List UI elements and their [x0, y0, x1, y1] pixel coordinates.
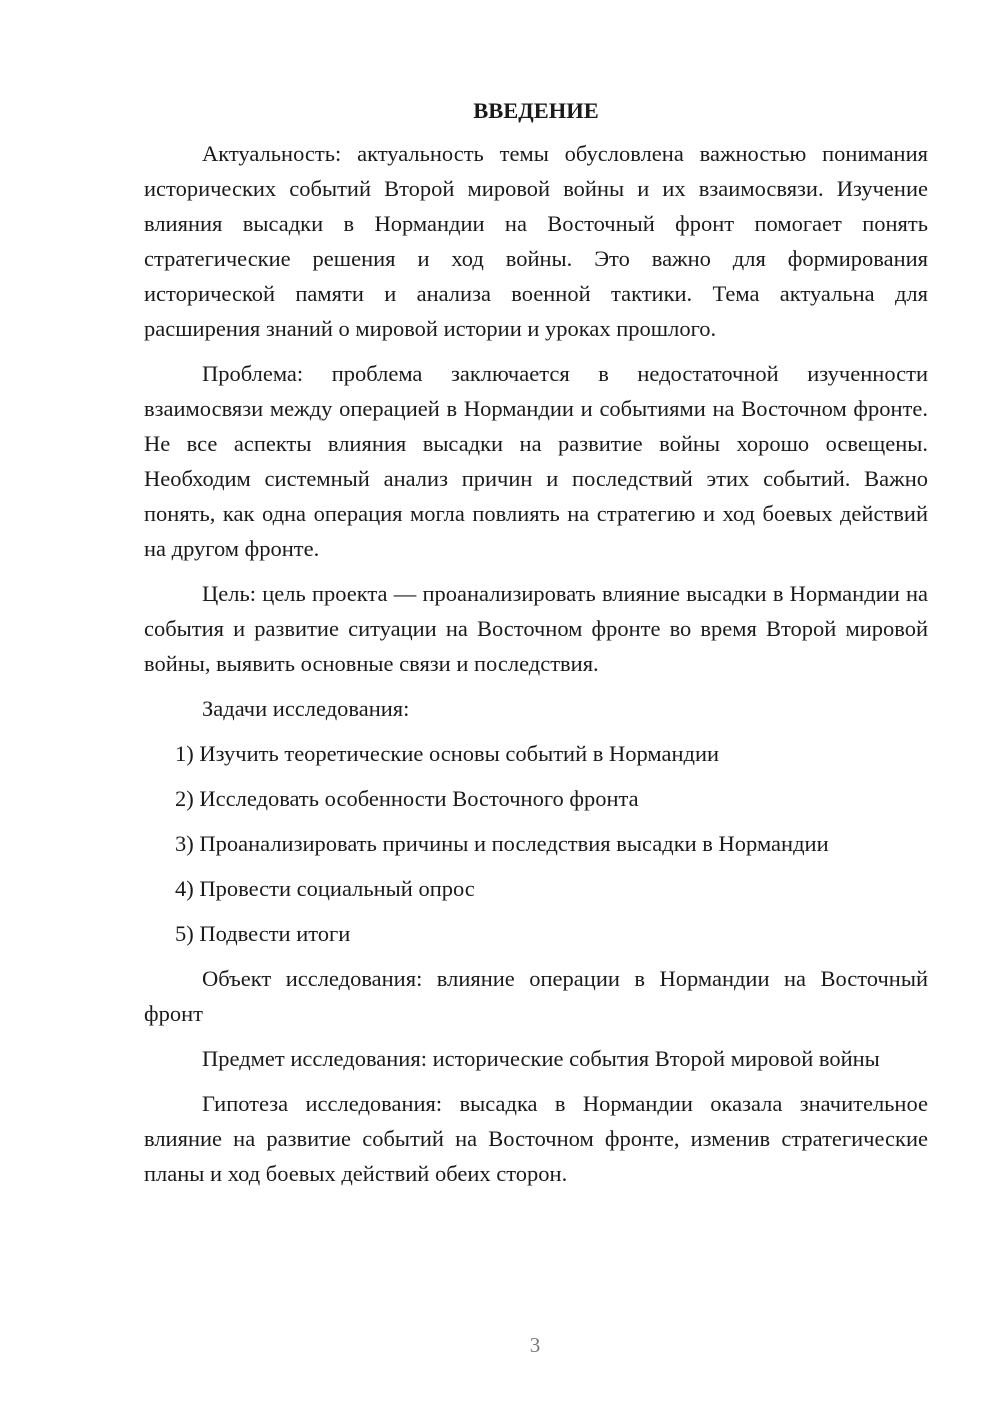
paragraph-subject: Предмет исследования: исторические события Второй мировой войны [202, 1046, 880, 1071]
list-item: 1) Изучить теоретические основы событий в Нормандии [175, 741, 720, 766]
paragraph-object: Объект исследования: влияние операции в Нормандии на Восточный фронт [144, 966, 928, 1026]
list-item: 4) Провести социальный опрос [175, 876, 475, 901]
list-item: 5) Подвести итоги [175, 921, 351, 946]
paragraph-relevance: Актуальность: актуальность темы обусловлена важностью понимания исторических событий Второй мировой войны и их взаимосвязи. Изучение влияния высадки в Нормандии на Восточный фронт помогает понять стратегические решения и ход войны. Это важно для формирования исторической памяти и анализа военной тактики. Тема актуальна для расширения знаний о мировой истории и уроках прошлого. [144, 141, 928, 341]
list-item: 3) Проанализировать причины и последствия высадки в Нормандии [175, 831, 829, 856]
page-number: 3 [529, 1333, 541, 1357]
document-body [144, 96, 928, 1201]
page-title: ВВЕДЕНИЕ [473, 98, 599, 123]
tasks-list [144, 736, 928, 951]
paragraph-hypothesis: Гипотеза исследования: высадка в Нормандии оказала значительное влияние на развитие событий на Восточном фронте, изменив стратегические планы и ход боевых действий обеих сторон. [144, 1091, 928, 1186]
paragraph-problem: Проблема: проблема заключается в недостаточной изученности взаимосвязи между операцией в Нормандии и событиями на Восточном фронте. Не все аспекты влияния высадки на развитие войны хорошо освещены. Необходим системный анализ причин и последствий этих событий. Важно понять, как одна операция могла повлиять на стратегию и ход боевых действий на другом фронте. [144, 361, 928, 561]
paragraph-goal: Цель: цель проекта — проанализировать влияние высадки в Нормандии на события и развитие ситуации на Восточном фронте во время Второй мировой войны, выявить основные связи и последствия. [144, 581, 928, 676]
list-item: 2) Исследовать особенности Восточного фронта [175, 786, 639, 811]
tasks-heading: Задачи исследования: [202, 696, 410, 721]
